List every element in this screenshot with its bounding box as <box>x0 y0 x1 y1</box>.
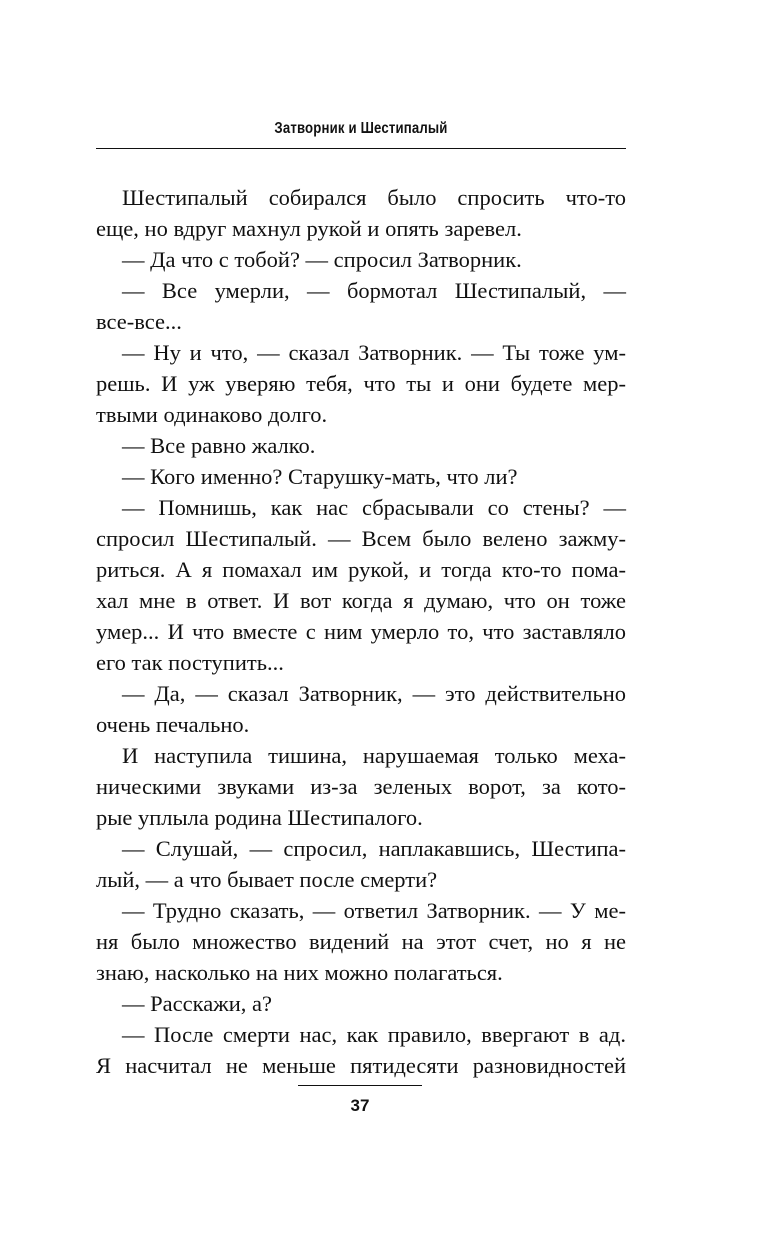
text-line: умер... И что вместе с ним умерло то, что заставляло <box>96 619 626 644</box>
text-line: твыми одинаково долго. <box>96 402 328 427</box>
text-line: — Кого именно? Старушку-мать, что ли? <box>122 464 518 489</box>
text-line: знаю, насколько на них можно полагаться. <box>96 960 503 985</box>
text-line: лый, — а что бывает после смерти? <box>96 867 438 892</box>
text-line: — Все равно жалко. <box>122 433 316 458</box>
text-line: хал мне в ответ. И вот когда я думаю, что он тоже <box>96 588 626 613</box>
text-line: — Все умерли, — бормотал Шестипалый, — <box>122 278 626 303</box>
text-line: — Да, — сказал Затворник, — это действительно <box>122 681 626 706</box>
footer-rule <box>298 1085 422 1086</box>
header-rule <box>96 148 626 149</box>
text-line: — Да что с тобой? — спросил Затворник. <box>122 247 522 272</box>
text-line: все-все... <box>96 309 182 334</box>
text-line: риться. А я помахал им рукой, и тогда кто-то пома- <box>96 557 626 582</box>
running-head: Затворник и Шестипалый <box>274 120 448 137</box>
text-line: — Трудно сказать, — ответил Затворник. — У ме- <box>122 898 626 923</box>
text-line: Я насчитал не меньше пятидесяти разновидностей <box>96 1053 626 1078</box>
page-number: 37 <box>350 1096 370 1115</box>
text-line: спросил Шестипалый. — Всем было велено зажму- <box>96 526 626 551</box>
text-line: — Расскажи, а? <box>122 991 272 1016</box>
text-line: решь. И уж уверяю тебя, что ты и они будете мер- <box>96 371 626 396</box>
text-line: очень печально. <box>96 712 250 737</box>
text-line: И наступила тишина, нарушаемая только меха- <box>122 743 626 768</box>
text-line: — Слушай, — спросил, наплакавшись, Шестипа- <box>122 836 626 861</box>
text-line: ническими звуками из-за зеленых ворот, за кото- <box>96 774 626 799</box>
body-text <box>96 182 626 1081</box>
text-line: — Ну и что, — сказал Затворник. — Ты тоже ум- <box>122 340 626 365</box>
text-line: — После смерти нас, как правило, ввергают в ад. <box>122 1022 626 1047</box>
text-line: его так поступить... <box>96 650 284 675</box>
text-line: ня было множество видений на этот счет, но я не <box>96 929 626 954</box>
text-line: Шестипалый собирался было спросить что-то <box>122 185 626 210</box>
text-line: — Помнишь, как нас сбрасывали со стены? — <box>122 495 626 520</box>
text-line: еще, но вдруг махнул рукой и опять заревел. <box>96 216 522 241</box>
text-line: рые уплыла родина Шестипалого. <box>96 805 423 830</box>
